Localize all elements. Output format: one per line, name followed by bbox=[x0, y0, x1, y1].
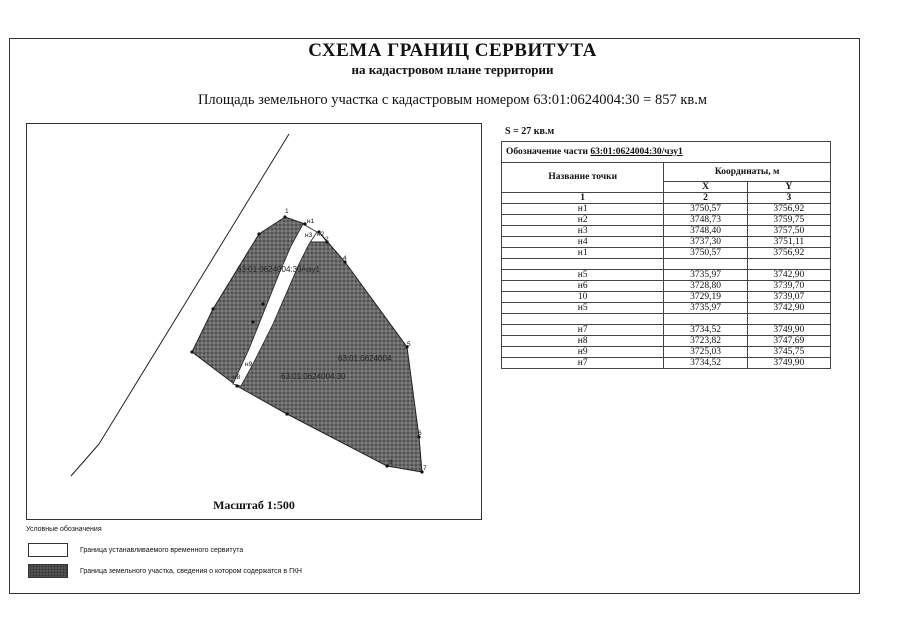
area-line: Площадь земельного участка с кадастровым номером 63:01:0624004:30 = 857 кв.м bbox=[197, 92, 708, 108]
street-line-lower bbox=[71, 444, 99, 476]
point-label: н8 bbox=[233, 374, 241, 381]
parcel-label-quarter: 63:01:0624004 bbox=[338, 354, 392, 363]
point-name-cell: н6 bbox=[502, 281, 664, 292]
servitude-swatch bbox=[28, 543, 68, 557]
header-y: Y bbox=[747, 182, 830, 193]
x-cell: 3723,82 bbox=[664, 336, 747, 347]
y-cell: 3751,11 bbox=[747, 237, 830, 248]
point-name-cell bbox=[502, 259, 664, 270]
point-name-cell: н5 bbox=[502, 303, 664, 314]
servitude-area: S = 27 кв.м bbox=[505, 126, 555, 137]
point-name-cell: н1 bbox=[502, 204, 664, 215]
x-cell: 3729,19 bbox=[664, 292, 747, 303]
table-row bbox=[502, 358, 831, 369]
point-label: 7 bbox=[423, 465, 427, 472]
table-row bbox=[502, 215, 831, 226]
point-label: н2 bbox=[317, 231, 325, 238]
x-cell: 3748,73 bbox=[664, 215, 747, 226]
x-cell bbox=[664, 314, 747, 325]
point-name-cell: н8 bbox=[502, 336, 664, 347]
table-row bbox=[502, 336, 831, 347]
table-row bbox=[502, 347, 831, 358]
header-index-2: 2 bbox=[664, 193, 747, 204]
point-name-cell: 10 bbox=[502, 292, 664, 303]
y-cell: 3739,70 bbox=[747, 281, 830, 292]
page-title: СХЕМА ГРАНИЦ СЕРВИТУТА bbox=[308, 40, 597, 61]
cadastral-map bbox=[26, 123, 482, 520]
legend-item-label: Граница устанавливаемого временного сервитута bbox=[80, 546, 244, 554]
y-cell: 3739,07 bbox=[747, 292, 830, 303]
table-row bbox=[502, 325, 831, 336]
table-row bbox=[502, 314, 831, 325]
legend-item-label: Граница земельного участка, сведения о котором содержатся в ГКН bbox=[80, 567, 302, 575]
header-coordinates: Координаты, м bbox=[664, 163, 831, 182]
table-row bbox=[502, 259, 831, 270]
point-label: 5 bbox=[407, 341, 411, 348]
x-cell: 3737,30 bbox=[664, 237, 747, 248]
y-cell: 3745,75 bbox=[747, 347, 830, 358]
table-row bbox=[502, 303, 831, 314]
table-row bbox=[502, 248, 831, 259]
legend-title: Условные обозначения bbox=[26, 526, 102, 533]
y-cell: 3749,90 bbox=[747, 325, 830, 336]
x-cell: 3734,52 bbox=[664, 325, 747, 336]
y-cell: 3742,90 bbox=[747, 270, 830, 281]
table-row bbox=[502, 292, 831, 303]
header-point-name: Название точки bbox=[502, 163, 664, 193]
x-cell: 3750,57 bbox=[664, 248, 747, 259]
point-label: 4 bbox=[343, 255, 347, 262]
table-row bbox=[502, 270, 831, 281]
legend-item-servitude bbox=[28, 543, 243, 557]
point-name-cell: н7 bbox=[502, 358, 664, 369]
y-cell bbox=[747, 259, 830, 270]
map-drawing bbox=[27, 124, 481, 519]
table-row bbox=[502, 281, 831, 292]
table-row bbox=[502, 226, 831, 237]
x-cell: 3725,03 bbox=[664, 347, 747, 358]
header-index-1: 1 bbox=[502, 193, 664, 204]
point-name-cell: н3 bbox=[502, 226, 664, 237]
point-label: н3 bbox=[305, 232, 313, 239]
y-cell: 3742,90 bbox=[747, 303, 830, 314]
header-index-3: 3 bbox=[747, 193, 830, 204]
point-label: н9 bbox=[245, 361, 253, 368]
point-name-cell: н2 bbox=[502, 215, 664, 226]
point-name-cell: н4 bbox=[502, 237, 664, 248]
x-cell: 3750,57 bbox=[664, 204, 747, 215]
point-label: 6 bbox=[418, 430, 422, 437]
x-cell: 3734,52 bbox=[664, 358, 747, 369]
point-name-cell bbox=[502, 314, 664, 325]
x-cell: 3748,40 bbox=[664, 226, 747, 237]
x-cell: 3735,97 bbox=[664, 270, 747, 281]
land-parcel bbox=[192, 217, 422, 472]
table-row bbox=[502, 204, 831, 215]
y-cell: 3756,92 bbox=[747, 248, 830, 259]
x-cell bbox=[664, 259, 747, 270]
parcel-swatch bbox=[28, 564, 68, 578]
point-label: н1 bbox=[307, 218, 315, 225]
parcel-label-servitude: 63:01:0624004:30/чзу1 bbox=[237, 265, 320, 274]
designation-prefix: Обозначение части bbox=[506, 147, 591, 157]
map-scale: Масштаб 1:500 bbox=[213, 498, 295, 512]
coordinates-body bbox=[502, 204, 831, 369]
designation-number: 63:01:0624004:30/чзу1 bbox=[590, 147, 683, 157]
page-subtitle: на кадастровом плане территории bbox=[351, 62, 554, 77]
table-row bbox=[502, 237, 831, 248]
y-cell: 3756,92 bbox=[747, 204, 830, 215]
point-name-cell: н5 bbox=[502, 270, 664, 281]
y-cell bbox=[747, 314, 830, 325]
y-cell: 3749,90 bbox=[747, 358, 830, 369]
point-name-cell: н1 bbox=[502, 248, 664, 259]
point-label: 8 bbox=[389, 459, 393, 466]
parcel-label-parcel: 63:01:0624004:30 bbox=[281, 372, 346, 381]
y-cell: 3759,75 bbox=[747, 215, 830, 226]
designation-cell bbox=[502, 142, 831, 163]
y-cell: 3757,50 bbox=[747, 226, 830, 237]
coordinates-table bbox=[501, 141, 831, 369]
x-cell: 3728,80 bbox=[664, 281, 747, 292]
point-name-cell: н9 bbox=[502, 347, 664, 358]
point-label: 1 bbox=[285, 208, 289, 215]
point-label: 2 bbox=[325, 236, 329, 243]
point-name-cell: н7 bbox=[502, 325, 664, 336]
header-x: X bbox=[664, 182, 747, 193]
x-cell: 3735,97 bbox=[664, 303, 747, 314]
legend-item-parcel bbox=[28, 564, 302, 578]
y-cell: 3747,69 bbox=[747, 336, 830, 347]
